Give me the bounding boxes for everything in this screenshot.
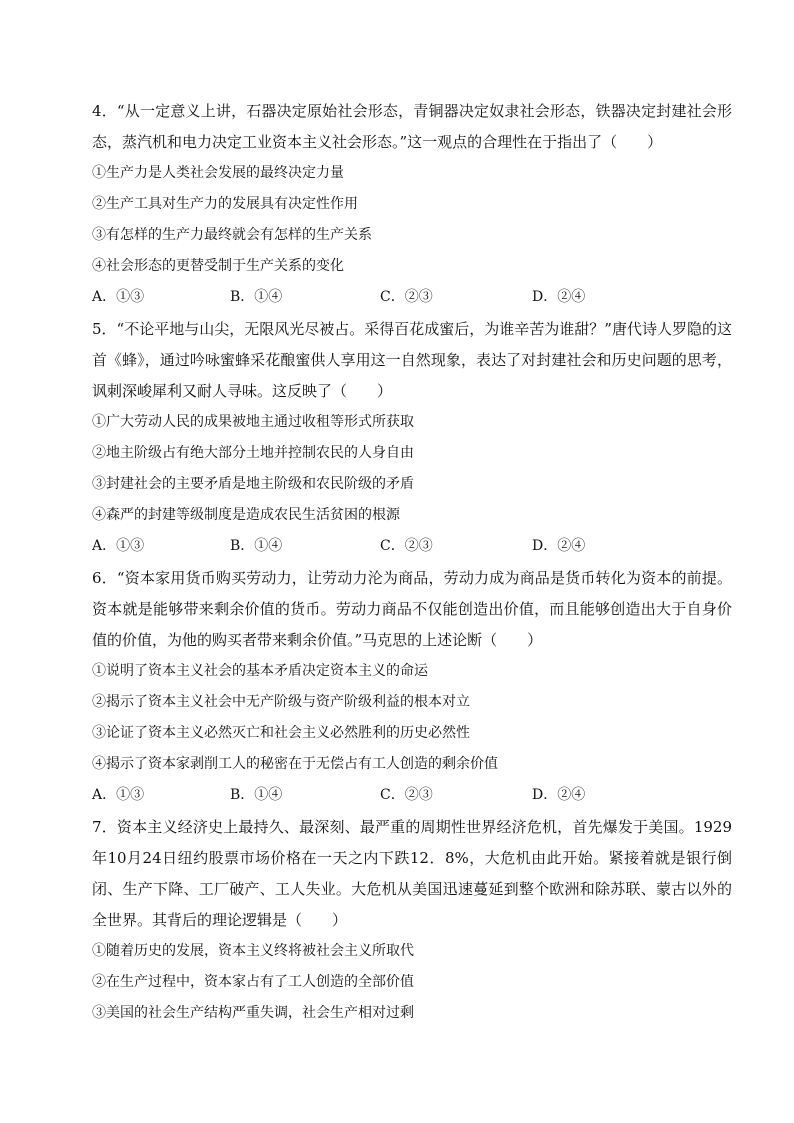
statement-option: ②揭示了资本主义社会中无产阶级与资产阶级利益的根本对立 <box>92 694 470 710</box>
choice-b[interactable]: B．①④ <box>230 289 283 305</box>
choice-a[interactable]: A．①③ <box>92 289 145 305</box>
question-5 <box>92 314 732 562</box>
statement-option: ②生产工具对生产力的发展具有决定性作用 <box>92 196 358 212</box>
choice-c[interactable]: C．②③ <box>380 538 433 554</box>
statement-option: ④森严的封建等级制度是造成农民生活贫困的根源 <box>92 507 400 523</box>
answer-choices <box>92 780 732 811</box>
statement-option: ②地主阶级占有绝大部分土地并控制农民的人身自由 <box>92 445 414 461</box>
answer-choices <box>92 531 732 562</box>
statement-option: ③封建社会的主要矛盾是地主阶级和农民阶级的矛盾 <box>92 476 414 492</box>
choice-d[interactable]: D．②④ <box>532 289 586 305</box>
choice-c[interactable]: C．②③ <box>380 289 433 305</box>
question-4 <box>92 96 732 313</box>
statement-option: ③论证了资本主义必然灭亡和社会主义必然胜利的历史必然性 <box>92 725 470 741</box>
statement-option: ①说明了资本主义社会的基本矛盾决定资本主义的命运 <box>92 663 428 679</box>
question-stem: 7．资本主义经济史上最持久、最深刻、最严重的周期性世界经济危机，首先爆发于美国。1929年10月24日纽约股票市场价格在一天之内下跌12．8%，大危机由此开始。紧接着就是银行倒闭、生产下降、工厂破产、工人失业。大危机从美国迅速蔓延到整个欧洲和除苏联、蒙古以外的全世界。其背后的理论逻辑是（ ） <box>92 818 732 929</box>
statement-option: ①广大劳动人民的成果被地主通过收租等形式所获取 <box>92 414 414 430</box>
statement-option: ④揭示了资本家剥削工人的秘密在于无偿占有工人创造的剩余价值 <box>92 756 498 772</box>
statement-option: ③有怎样的生产力最终就会有怎样的生产关系 <box>92 227 372 243</box>
choice-a[interactable]: A．①③ <box>92 538 145 554</box>
statement-option: ②在生产过程中，资本家占有了工人创造的全部价值 <box>92 974 414 990</box>
choice-b[interactable]: B．①④ <box>230 538 283 554</box>
choice-c[interactable]: C．②③ <box>380 787 433 803</box>
choice-d[interactable]: D．②④ <box>532 538 586 554</box>
statement-option: ③美国的社会生产结构严重失调，社会生产相对过剩 <box>92 1005 414 1021</box>
statement-option: ④社会形态的更替受制于生产关系的变化 <box>92 258 344 274</box>
answer-choices <box>92 282 732 313</box>
choice-a[interactable]: A．①③ <box>92 787 145 803</box>
statement-option: ①随着历史的发展，资本主义终将被社会主义所取代 <box>92 943 414 959</box>
question-6 <box>92 563 732 811</box>
question-stem: 4．“从一定意义上讲，石器决定原始社会形态，青铜器决定奴隶社会形态，铁器决定封建社会形态，蒸汽机和电力决定工业资本主义社会形态。”这一观点的合理性在于指出了（ ） <box>92 102 732 151</box>
question-7 <box>92 812 732 1029</box>
question-stem: 6．“资本家用货币购买劳动力，让劳动力沦为商品，劳动力成为商品是货币转化为资本的前提。资本就是能够带来剩余价值的货币。劳动力商品不仅能创造出价值，而且能够创造出大于自身价值的价值，为他的购买者带来剩余价值。”马克思的上述论断（ ） <box>92 569 732 649</box>
question-stem: 5．“不论平地与山尖，无限风光尽被占。采得百花成蜜后，为谁辛苦为谁甜？”唐代诗人罗隐的这首《蜂》，通过吟咏蜜蜂采花酿蜜供人享用这一自然现象，表达了对封建社会和历史问题的思考，讽刺深峻犀利又耐人寻味。这反映了（ ） <box>92 320 732 400</box>
choice-d[interactable]: D．②④ <box>532 787 586 803</box>
statement-option: ①生产力是人类社会发展的最终决定力量 <box>92 165 344 181</box>
choice-b[interactable]: B．①④ <box>230 787 283 803</box>
